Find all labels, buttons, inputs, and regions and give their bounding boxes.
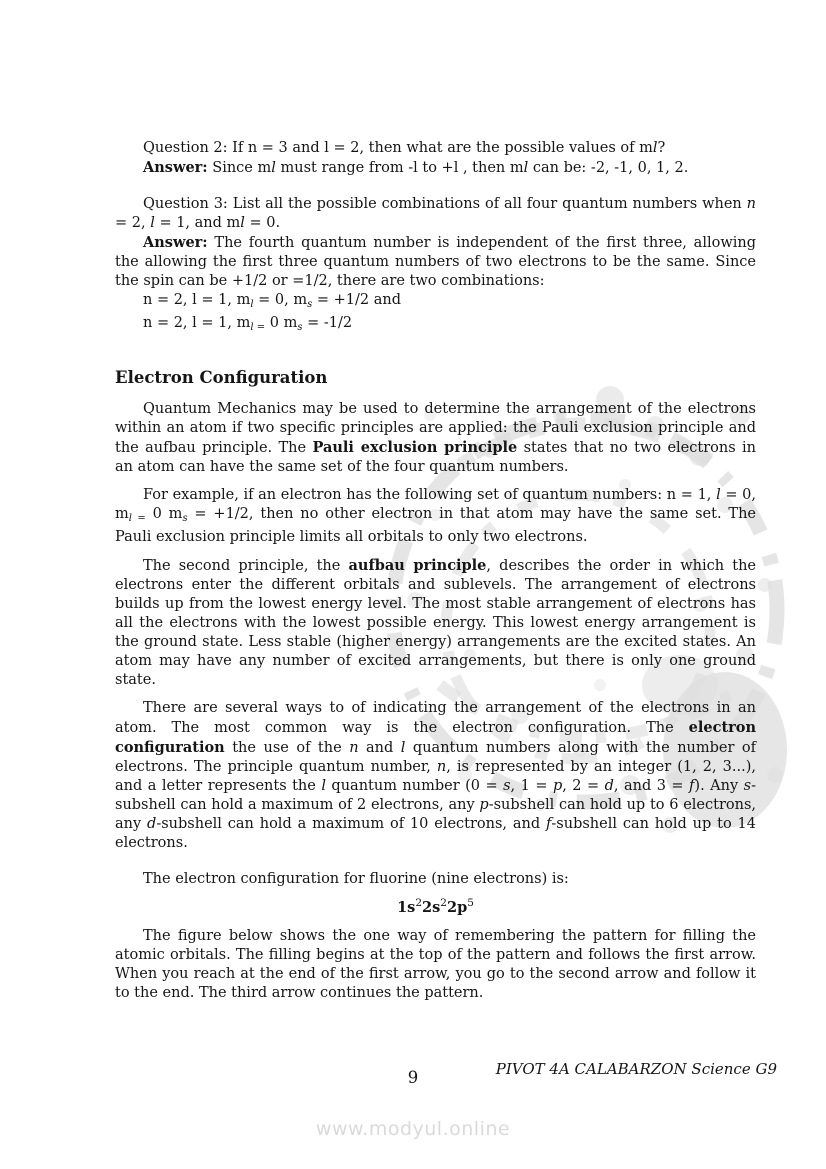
page-content (115, 139, 756, 1003)
paragraph-question-3: Question 3: List all the possible combinations of all four quantum numbers when n = 2, l = 1, and ml = 0. (115, 196, 756, 231)
paragraph-example: For example, if an electron has the following set of quantum numbers: n = 1, l = 0, $m_{l =}$ 0 $m_s = +1/2$, then no other electron in that atom may have the same set. The Pauli exclusion principle limits all orbitals to only two electrons. (115, 487, 757, 545)
paragraph-answer-2: Answer: Since ml must range from -l to +l , then ml can be: -2, -1, 0, 1, 2. (143, 159, 689, 176)
combination-line-1: n = 2, l = 1, $m_l = 0$, $m_s = +1/2$ and (143, 292, 401, 310)
fluorine-electron-configuration-formula: $1s^22s^22p^5$ (397, 897, 474, 916)
paragraph-question-2: Question 2: If n = 3 and l = 2, then what are the possible values of ml? (143, 140, 666, 156)
paragraph-figure-note: The figure below shows the one way of remembering the pattern for filling the atomic orbitals. The filling begins at the top of the pattern and follows the first arrow. When you reach at the end of the first arrow, you go to the second arrow and follow it to the end. The third arrow continues the pattern. (115, 928, 756, 1001)
paragraph-electron-configuration: There are several ways to of indicating the arrangement of the electrons in an atom. The most common way is the electron configuration. The electron configuration the use of the n and l quantum numbers along with the number of electrons. The principle quantum number, n, is represented by an integer (1, 2, 3...), and a letter represents the l quantum number (0 = s, 1 = p, 2 = d, and 3 = f). Any s-subshell can hold a maximum of 2 electrons, any p-subshell can hold up to 6 electrons, any d-subshell can hold a maximum of 10 electrons, and f-subshell can hold up to 14 electrons. (115, 700, 757, 851)
paragraph-aufbau: The second principle, the aufbau principle, describes the order in which the electrons enter the different orbitals and sublevels. The arrangement of electrons builds up from the lowest energy level. The most stable arrangement of electrons has all the electrons with the lowest possible energy. This lowest energy arrangement is the ground state. Less stable (higher energy) arrangements are the excited states. An atom may have any number of excited arrangements, but there is only one ground state. (115, 557, 757, 688)
paragraph-intro: Quantum Mechanics may be used to determine the arrangement of the electrons within an atom if two specific principles are applied: the Pauli exclusion principle and the aufbau principle. The Pauli exclusion principle states that no two electrons in an atom can have the same set of the four quantum numbers. (115, 401, 756, 475)
footer-edition-label: PIVOT 4A CALABARZON Science G9 (495, 1060, 777, 1078)
site-watermark: www.modyul.online (315, 1118, 511, 1140)
paragraph-answer-3: Answer: The fourth quantum number is independent of the first three, allowing the allowing the first three quantum numbers of two electrons to be the same. Since the spin can be +1/2 or =1/2, there are two combinations: (115, 234, 756, 289)
combination-line-2: n = 2, l = 1, $m_{l =}$ 0 $m_s = -1/2$ (143, 315, 353, 333)
section-heading: Electron Configuration (115, 368, 328, 387)
paragraph-fluorine-intro: The electron configuration for fluorine (nine electrons) is: (143, 871, 569, 887)
page-number: 9 (407, 1068, 419, 1087)
